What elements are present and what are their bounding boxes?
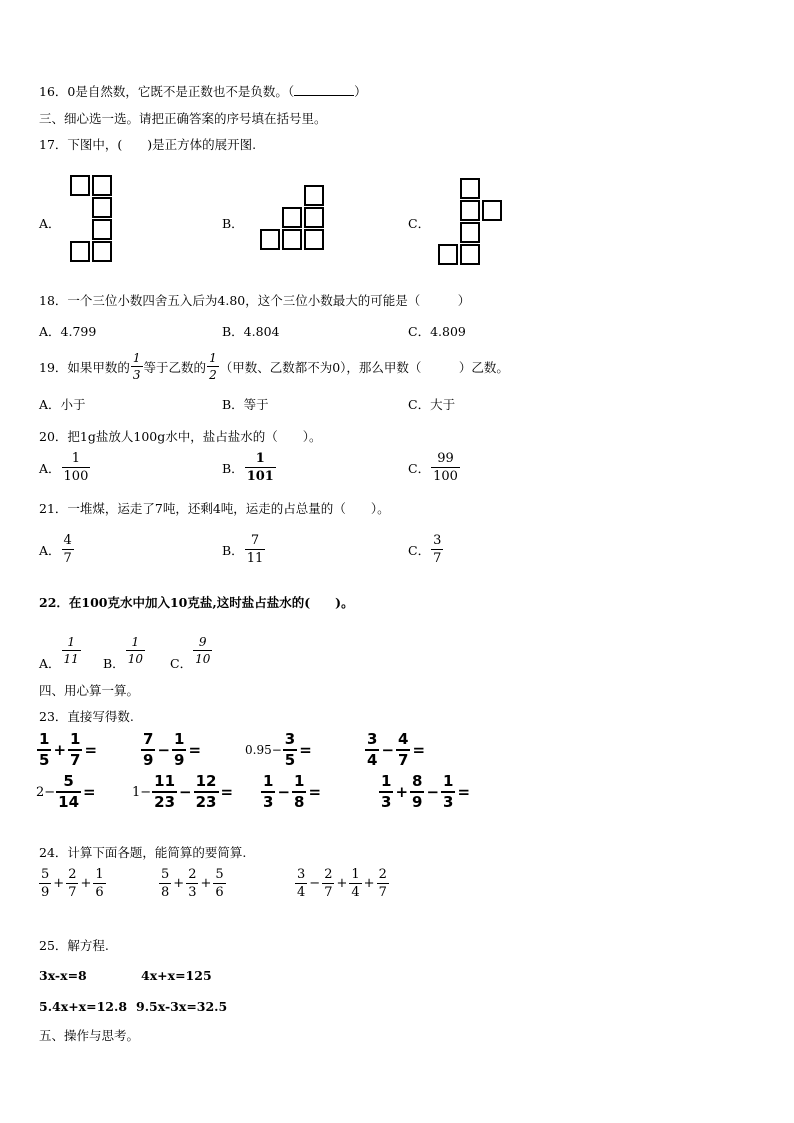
q22-fraction-c: $\frac{9}{10}$ (195, 634, 211, 666)
q23-expr-3: 0.95− $\frac{3}{5}$ = (245, 730, 312, 769)
q23-expr-6: 1− $\frac{11}{23}$ − $\frac{12}{23}$ = (132, 772, 234, 811)
q18-option-b[interactable]: B．4.804 (222, 324, 280, 339)
q22-option-b[interactable]: B． $\frac{1}{10}$ (103, 634, 143, 671)
q19-post: （甲数、乙数都不为0），那么甲数（ ）乙数。 (219, 359, 509, 375)
q22-fraction-b: $\frac{1}{10}$ (127, 634, 143, 666)
q20-fraction-a: $\frac{1}{100}$ (63, 451, 89, 484)
q23-expr-4: $\frac{3}{4}$ − $\frac{4}{7}$ = (367, 730, 426, 769)
option-b-label[interactable]: B． (222, 216, 244, 231)
question-16 (39, 82, 367, 100)
q21-fraction-b: $\frac{7}{11}$ (246, 533, 264, 566)
q20-fraction-c: $\frac{99}{100}$ (433, 451, 458, 484)
q18-option-c[interactable]: C．4.809 (408, 324, 466, 339)
q23-expr-7: $\frac{1}{3}$ − $\frac{1}{8}$ = (263, 772, 322, 811)
q21-option-a[interactable]: A． $\frac{4}{7}$ (39, 533, 72, 566)
question-25-text: 25．解方程. (39, 938, 109, 953)
q20-fraction-b: $\frac{1}{101}$ (246, 451, 274, 484)
q23-expr-1: $\frac{1}{5}$ + $\frac{1}{7}$ = (39, 730, 98, 769)
equation-3: 5.4x+x=12.8 (39, 999, 128, 1014)
q24-expr-2: $\frac{5}{8}$ + $\frac{2}{3}$ + $\frac{5}{6}$ (161, 867, 224, 900)
q21-fraction-c: $\frac{3}{7}$ (433, 533, 442, 566)
question-19 (39, 352, 509, 381)
option-c-label[interactable]: C． (408, 216, 431, 231)
section-5-heading: 五、操作与思考。 (39, 1028, 140, 1043)
section-4-heading: 四、用心算一算。 (39, 683, 140, 698)
question-18-text: 18．一个三位小数四舍五入后为4.80，这个三位小数最大的可能是（ ） (39, 293, 471, 308)
question-16-text: 16．0是自然数，它既不是正数也不是负数。（ (39, 84, 295, 99)
q19-option-b[interactable]: B．等于 (222, 397, 269, 412)
q19-option-a[interactable]: A．小于 (39, 397, 86, 412)
section-3-heading: 三、细心选一选。请把正确答案的序号填在括号里。 (39, 111, 327, 126)
q22-option-a[interactable]: A． $\frac{1}{11}$ (39, 634, 79, 671)
q21-option-c[interactable]: C． $\frac{3}{7}$ (408, 533, 442, 566)
q21-fraction-a: $\frac{4}{7}$ (63, 533, 72, 566)
q19-fraction-2: $\frac{1}{2}$ (209, 351, 217, 382)
equation-2: 4x+x=125 (141, 968, 212, 983)
question-20-text: 20．把1g盐放人100g水中，盐占盐水的（ ）。 (39, 429, 322, 444)
q20-option-a[interactable]: A． $\frac{1}{100}$ (39, 451, 89, 484)
q19-pre: 19．如果甲数的 (39, 359, 130, 375)
q23-expr-2: $\frac{7}{9}$ − $\frac{1}{9}$ = (143, 730, 202, 769)
q20-option-c[interactable]: C． $\frac{99}{100}$ (408, 451, 458, 484)
question-23-text: 23．直接写得数. (39, 709, 134, 724)
q24-expr-3: $\frac{3}{4}$ − $\frac{2}{7}$ + $\frac{1}{4}$ + $\frac{2}{7}$ (297, 867, 387, 900)
question-21-text: 21．一堆煤，运走了7吨，还剩4吨，运走的占总量的（ ）。 (39, 501, 390, 516)
q23-expr-5: 2− $\frac{5}{14}$ = (36, 772, 96, 811)
option-a-label[interactable]: A． (39, 216, 61, 231)
q22-fraction-a: $\frac{1}{11}$ (63, 634, 79, 666)
equation-1: 3x-x=8 (39, 968, 87, 983)
q18-option-a[interactable]: A．4.799 (39, 324, 97, 339)
q20-option-b[interactable]: B． $\frac{1}{101}$ (222, 451, 274, 484)
q24-expr-1: $\frac{5}{9}$ + $\frac{2}{7}$ + $\frac{1}{6}$ (41, 867, 104, 900)
q21-option-b[interactable]: B． $\frac{7}{11}$ (222, 533, 264, 566)
question-22-text: 22．在100克水中加入10克盐,这时盐占盐水的( )。 (39, 595, 354, 610)
answer-blank[interactable] (294, 84, 354, 96)
question-17-text: 17．下图中，( )是正方体的展开图. (39, 137, 257, 152)
equation-4: 9.5x-3x=32.5 (136, 999, 228, 1014)
q22-option-c[interactable]: C． $\frac{9}{10}$ (170, 634, 211, 671)
q19-fraction-1: $\frac{1}{3}$ (132, 351, 141, 382)
question-24-text: 24．计算下面各题，能简算的要简算. (39, 845, 247, 860)
question-16-close: ） (354, 84, 367, 99)
q19-option-c[interactable]: C．大于 (408, 397, 456, 412)
q19-mid: 等于乙数的 (143, 359, 207, 375)
q23-expr-8: $\frac{1}{3}$ + $\frac{8}{9}$ − $\frac{1}{3}$ = (381, 772, 471, 811)
